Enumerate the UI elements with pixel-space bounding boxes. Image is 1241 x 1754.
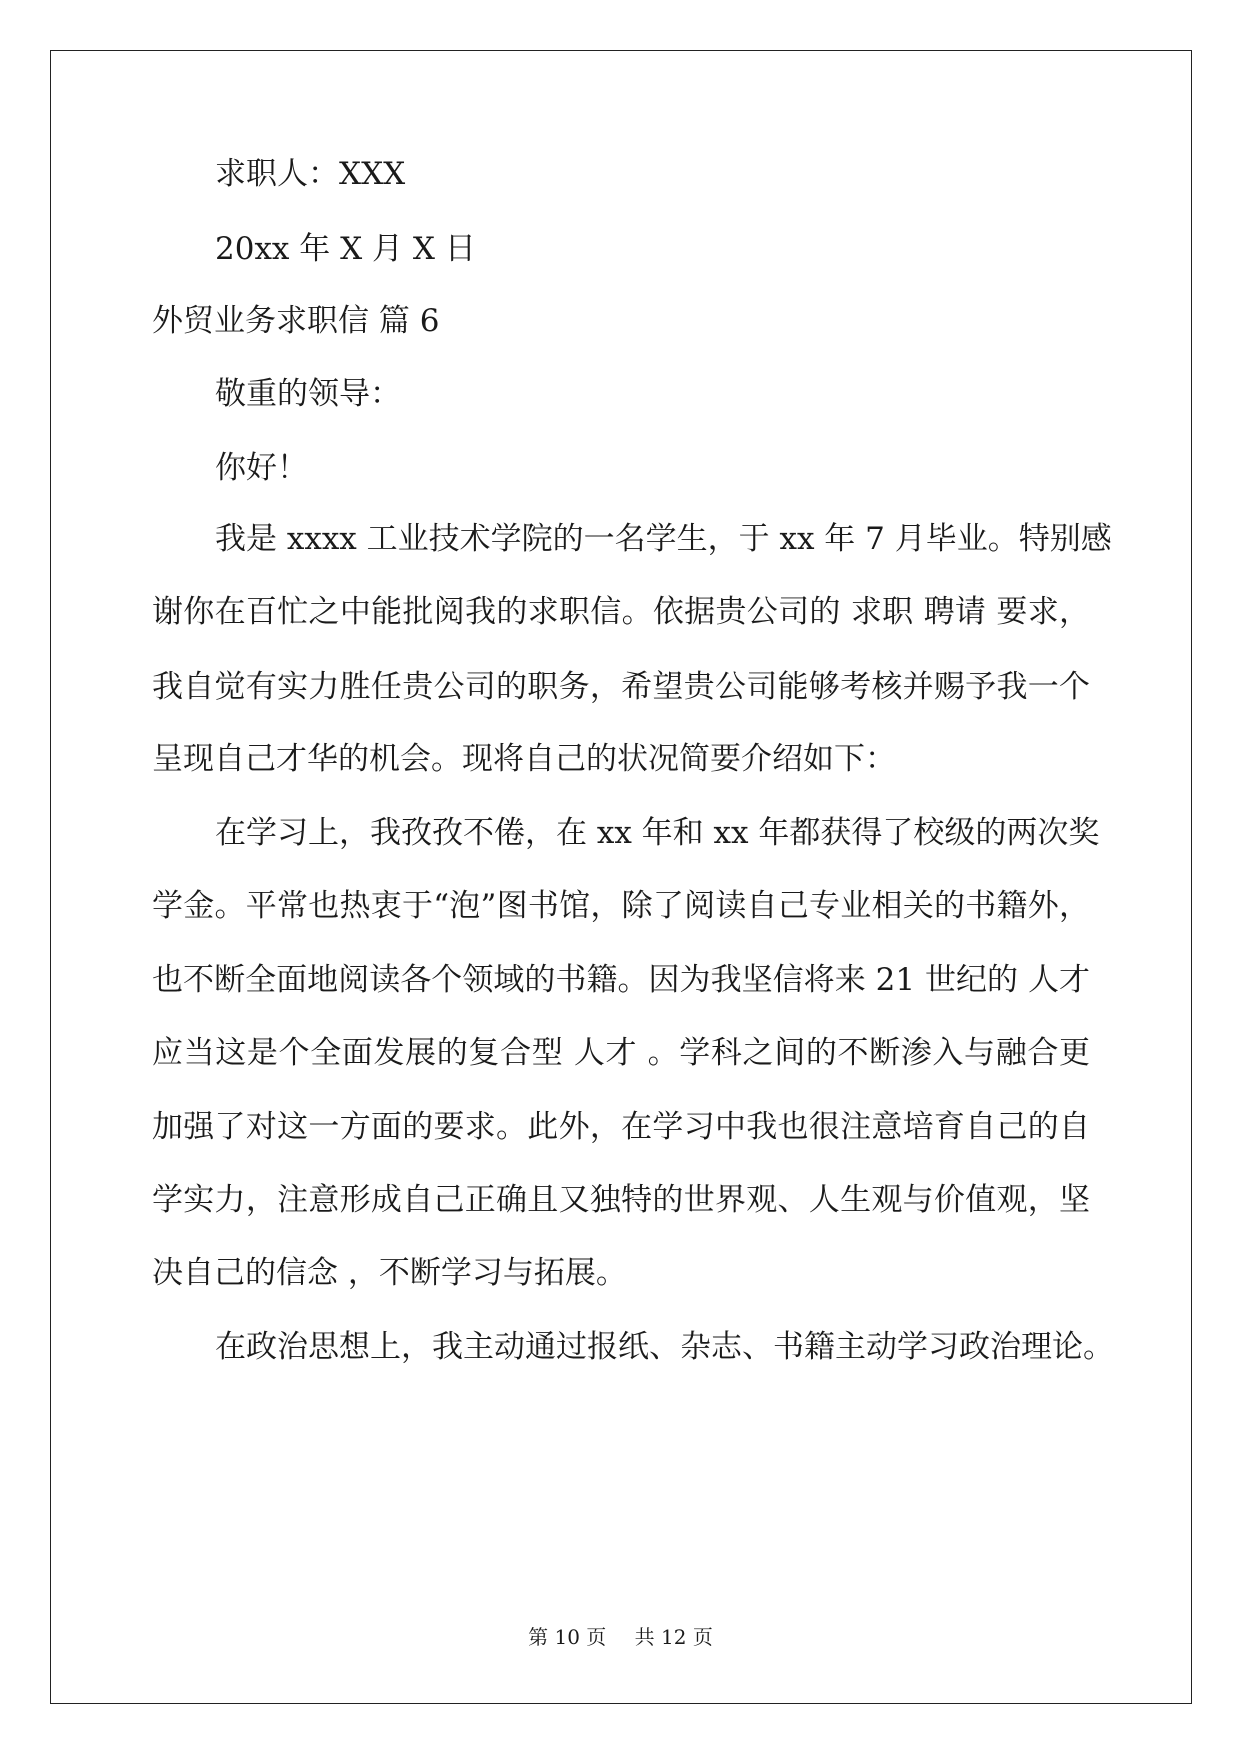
page-number-current: 第 10 页 <box>528 1625 607 1649</box>
date-line: 20xx 年 X 月 X 日 <box>215 231 476 267</box>
paragraph-line: 谢你在百忙之中能批阅我的求职信。依据贵公司的 求职 聘请 要求， <box>152 594 1090 630</box>
paragraph-line: 应当这是个全面发展的复合型 人才 。学科之间的不断渗入与融合更 <box>152 1035 1090 1071</box>
paragraph-line: 加强了对这一方面的要求。此外，在学习中我也很注意培育自己的自 <box>152 1109 1090 1145</box>
paragraph-line: 我自觉有实力胜任贵公司的职务，希望贵公司能够考核并赐予我一个 <box>152 669 1090 705</box>
signature-line: 求职人：XXX <box>215 156 406 192</box>
paragraph-line: 在政治思想上，我主动通过报纸、杂志、书籍主动学习政治理论。 <box>215 1329 1114 1365</box>
paragraph-line: 也不断全面地阅读各个领域的书籍。因为我坚信将来 21 世纪的 人才 <box>152 962 1090 998</box>
paragraph-line: 学金。平常也热衷于“泡”图书馆，除了阅读自己专业相关的书籍外， <box>152 888 1090 924</box>
section-title: 外贸业务求职信 篇 6 <box>152 303 440 339</box>
paragraph-line: 我是 xxxx 工业技术学院的一名学生，于 xx 年 7 月毕业。特别感 <box>215 521 1112 557</box>
paragraph-line: 学实力，注意形成自己正确且又独特的世界观、人生观与价值观，坚 <box>152 1182 1090 1218</box>
page-border <box>50 50 1192 1704</box>
greeting: 你好！ <box>215 450 308 486</box>
paragraph-line: 呈现自己才华的机会。现将自己的状况简要介绍如下： <box>152 741 896 777</box>
page-footer <box>0 1621 1241 1650</box>
page-number-total: 共 12 页 <box>634 1625 713 1649</box>
paragraph-line: 决自己的信念 ，不断学习与拓展。 <box>152 1255 627 1291</box>
salutation: 敬重的领导： <box>215 376 401 412</box>
paragraph-line: 在学习上，我孜孜不倦，在 xx 年和 xx 年都获得了校级的两次奖 <box>215 815 1100 851</box>
